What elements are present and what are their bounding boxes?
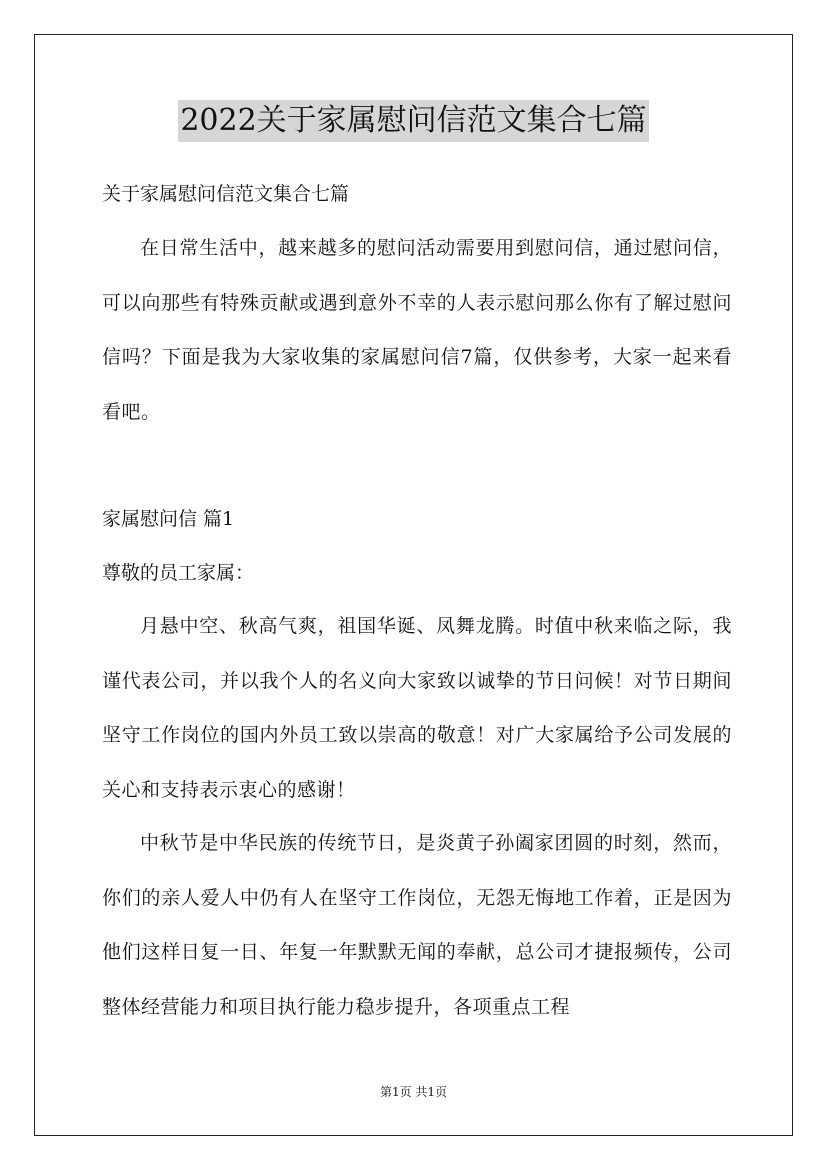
intro-paragraph: 在日常生活中，越来越多的慰问活动需要用到慰问信，通过慰问信，可以向那些有特殊贡献或遇到意外不幸的人表示慰问那么你有了解过慰问信吗？下面是我为大家收集的家属慰问信7篇，仅供参考，大家一起来看看吧。	[102, 237, 732, 423]
section-heading: 家属慰问信 篇1	[102, 508, 235, 530]
letter-paragraph-2: 中秋节是中华民族的传统节日，是炎黄子孙阖家团圆的时刻，然而，你们的亲人爱人中仍有人在坚守工作岗位，无怨无悔地工作着，正是因为他们这样日复一日、年复一年默默无闻的奉献，总公司才捷报频传，公司整体经营能力和项目执行能力稳步提升，各项重点工程	[102, 832, 732, 1018]
document-title: 2022关于家属慰问信范文集合七篇	[178, 100, 648, 142]
document-subtitle: 关于家属慰问信范文集合七篇	[102, 183, 350, 205]
title-container	[0, 100, 827, 142]
letter-paragraph-1: 月悬中空、秋高气爽，祖国华诞、凤舞龙腾。时值中秋来临之际，我谨代表公司，并以我个人的名义向大家致以诚挚的节日问候！对节日期间坚守工作岗位的国内外员工致以崇高的敬意！对广大家属给予公司发展的关心和支持表示衷心的感谢！	[102, 615, 732, 801]
page-footer: 第1页 共1页	[379, 1085, 448, 1099]
salutation: 尊敬的员工家属：	[102, 562, 255, 584]
